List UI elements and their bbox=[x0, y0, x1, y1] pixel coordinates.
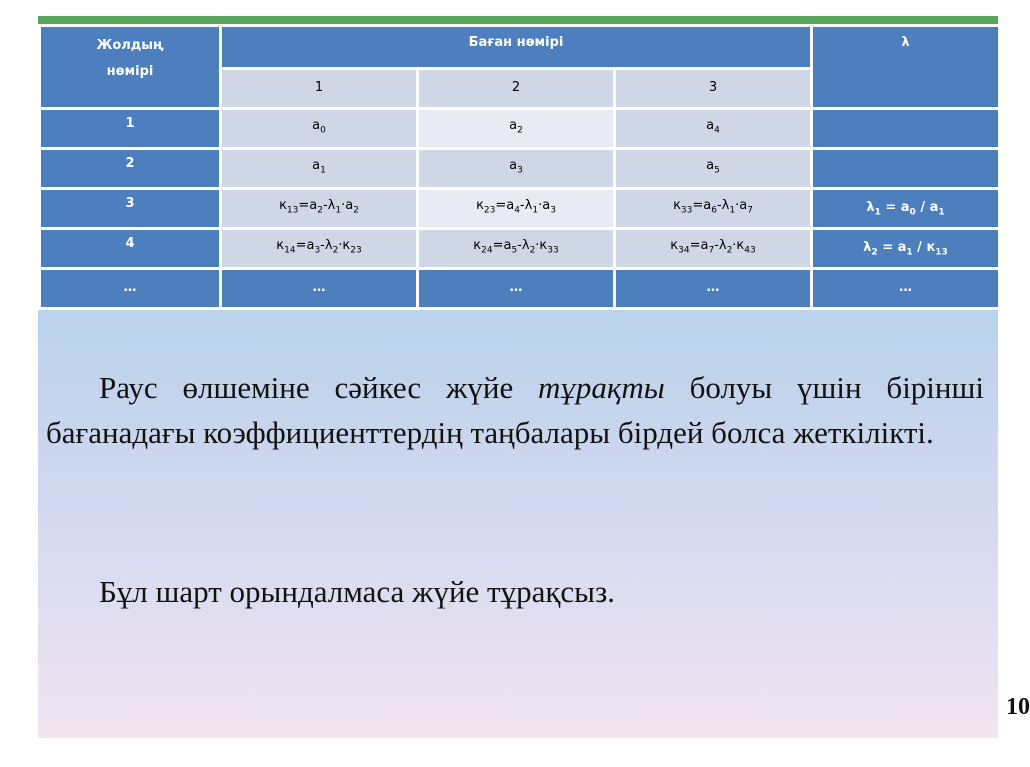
header-lambda bbox=[812, 26, 1000, 109]
routh-table bbox=[38, 24, 1001, 310]
lambda-cell bbox=[812, 149, 1000, 189]
row-number-label: 2 bbox=[125, 156, 135, 171]
table-cell: $к_{24}=a_5-\lambda_2\cdot к_{33}$ bbox=[418, 229, 615, 269]
table-cell bbox=[221, 269, 418, 309]
header-lambda-label: λ bbox=[901, 35, 910, 50]
header-col-1 bbox=[221, 69, 418, 109]
header-col-2-label: 2 bbox=[511, 80, 521, 95]
page-number: 10 bbox=[1006, 694, 1030, 720]
table-cell: $a_4$ bbox=[615, 109, 812, 149]
header-row-number-label: Жолдың нөмірі bbox=[96, 38, 164, 79]
table-row bbox=[40, 109, 1000, 149]
table-cell: $a_1$ bbox=[221, 149, 418, 189]
table-cell: $к_{13}=a_2-\lambda_1\cdot a_2$ bbox=[221, 189, 418, 229]
top-accent-bar bbox=[38, 16, 998, 24]
ellipsis: … bbox=[706, 280, 720, 295]
ellipsis: … bbox=[312, 280, 326, 295]
table-row bbox=[40, 269, 1000, 309]
header-col-3-label: 3 bbox=[708, 80, 718, 95]
table-row bbox=[40, 229, 1000, 269]
slide bbox=[38, 16, 1030, 738]
header-row-number bbox=[40, 26, 221, 109]
table-cell bbox=[615, 269, 812, 309]
row-number bbox=[40, 109, 221, 149]
table-row bbox=[40, 189, 1000, 229]
table-cell: $a_5$ bbox=[615, 149, 812, 189]
header-col-2 bbox=[418, 69, 615, 109]
header-col-3 bbox=[615, 69, 812, 109]
header-column-number-label: Баған нөмірі bbox=[468, 35, 564, 50]
header-col-1-label: 1 bbox=[314, 80, 324, 95]
paragraph-stability-criterion bbox=[46, 365, 984, 455]
table-cell bbox=[418, 269, 615, 309]
row-number-label: … bbox=[123, 280, 137, 295]
lambda-cell: $\lambda_2 = a_1 / к_{13}$ bbox=[812, 229, 1000, 269]
table-cell: $к_{33}=a_6-\lambda_1\cdot a_7$ bbox=[615, 189, 812, 229]
header-column-number bbox=[221, 26, 812, 69]
paragraph-instability bbox=[46, 569, 984, 614]
row-number bbox=[40, 149, 221, 189]
table-cell: $a_3$ bbox=[418, 149, 615, 189]
paragraph-text: Раус өлшеміне сәйкес жүйе bbox=[99, 370, 539, 405]
lambda-cell: $\lambda_1 = a_0 / a_1$ bbox=[812, 189, 1000, 229]
ellipsis: … bbox=[899, 280, 912, 295]
row-number bbox=[40, 229, 221, 269]
table-cell: $к_{14}=a_3-\lambda_2\cdot к_{23}$ bbox=[221, 229, 418, 269]
paragraph-text: Бұл шарт орындалмаса жүйе тұрақсыз. bbox=[99, 574, 616, 609]
lambda-cell bbox=[812, 269, 1000, 309]
lambda-cell bbox=[812, 109, 1000, 149]
row-number bbox=[40, 189, 221, 229]
table-row bbox=[40, 149, 1000, 189]
table-cell: $к_{34}=a_7-\lambda_2\cdot к_{43}$ bbox=[615, 229, 812, 269]
table-cell: $a_2$ bbox=[418, 109, 615, 149]
row-number-label: 1 bbox=[125, 116, 135, 131]
table-cell: $a_0$ bbox=[221, 109, 418, 149]
row-number bbox=[40, 269, 221, 309]
row-number-label: 3 bbox=[125, 196, 135, 211]
table-cell: $к_{23}=a_4-\lambda_1\cdot a_3$ bbox=[418, 189, 615, 229]
paragraph-italic-word: тұрақты bbox=[538, 370, 665, 405]
row-number-label: 4 bbox=[125, 236, 135, 251]
ellipsis: … bbox=[509, 280, 523, 295]
paragraph-text: болуы үшін бірінші бағанадағы коэффициенттердің таңбалары бірдей болса жеткілікті. bbox=[46, 370, 984, 450]
